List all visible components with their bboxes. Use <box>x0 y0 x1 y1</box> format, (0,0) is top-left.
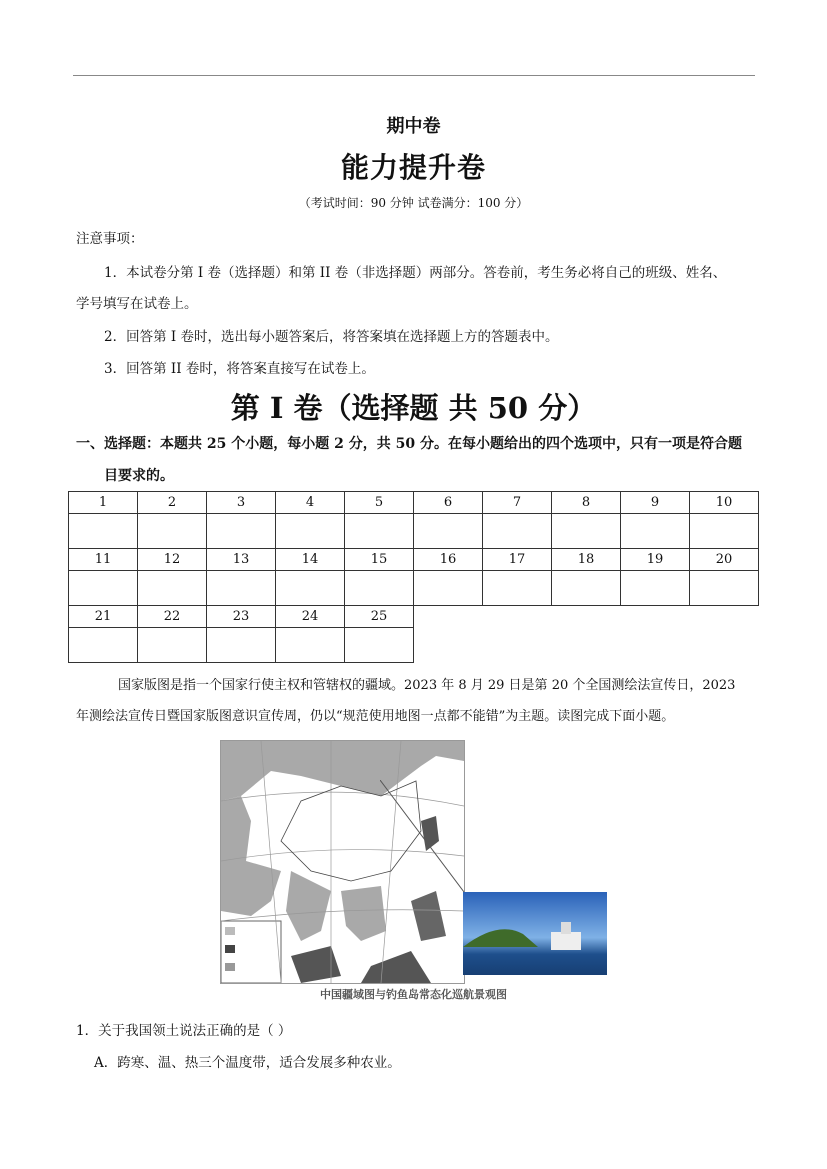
passage-line-2: 年测绘法宣传日暨国家版图意识宣传周，仍以“规范使用地图一点都不能错”为主题。读图完成下面小题。 <box>76 709 675 724</box>
table-header-cell: 11 <box>69 549 138 571</box>
table-header-cell: 23 <box>207 606 276 628</box>
answer-cell[interactable] <box>345 628 414 663</box>
answer-cell[interactable] <box>690 571 759 606</box>
answer-cell[interactable] <box>138 571 207 606</box>
table-header-cell: 8 <box>552 492 621 514</box>
answer-cell[interactable] <box>552 514 621 549</box>
table-header-cell: 20 <box>690 549 759 571</box>
table-header-cell: 2 <box>138 492 207 514</box>
notes-heading: 注意事项： <box>76 231 144 247</box>
table-header-cell: 14 <box>276 549 345 571</box>
exam-info: （考试时间：90 分钟 试卷满分：100 分） <box>298 196 529 210</box>
figure-caption: 中国疆域图与钓鱼岛常态化巡航景观图 <box>320 988 507 1001</box>
answer-cell[interactable] <box>276 571 345 606</box>
table-header-cell: 12 <box>138 549 207 571</box>
table-header-cell: 18 <box>552 549 621 571</box>
note-1-cont: 学号填写在试卷上。 <box>76 296 198 312</box>
diaoyu-island-patrol-photo <box>463 892 607 975</box>
question-1-stem: 1．关于我国领土说法正确的是（ ） <box>76 1023 292 1039</box>
table-header-cell: 13 <box>207 549 276 571</box>
exam-title: 能力提升卷 <box>340 151 486 184</box>
table-empty-area <box>414 606 759 663</box>
answer-cell[interactable] <box>276 628 345 663</box>
table-header-cell: 24 <box>276 606 345 628</box>
table-header-cell: 7 <box>483 492 552 514</box>
answer-cell[interactable] <box>414 514 483 549</box>
table-header-cell: 25 <box>345 606 414 628</box>
note-1: 1．本试卷分第 I 卷（选择题）和第 II 卷（非选择题）两部分。答卷前，考生务必将自己的班级、姓名、 <box>104 265 727 281</box>
passage-line-1: 国家版图是指一个国家行使主权和管辖权的疆域。2023 年 8 月 29 日是第 20 个全国测绘法宣传日，2023 <box>118 678 736 693</box>
answer-cell[interactable] <box>207 571 276 606</box>
answer-cell[interactable] <box>138 514 207 549</box>
table-header-cell: 1 <box>69 492 138 514</box>
table-header-cell: 9 <box>621 492 690 514</box>
answer-cell[interactable] <box>414 571 483 606</box>
answer-cell[interactable] <box>69 628 138 663</box>
table-header-cell: 6 <box>414 492 483 514</box>
callout-line <box>380 780 470 895</box>
table-header-cell: 17 <box>483 549 552 571</box>
answer-table <box>68 491 759 663</box>
table-header-cell: 19 <box>621 549 690 571</box>
answer-cell[interactable] <box>690 514 759 549</box>
table-header-cell: 3 <box>207 492 276 514</box>
answer-cell[interactable] <box>138 628 207 663</box>
table-header-cell: 10 <box>690 492 759 514</box>
answer-cell[interactable] <box>69 571 138 606</box>
header-rule <box>73 75 755 76</box>
answer-cell[interactable] <box>621 571 690 606</box>
table-header-cell: 4 <box>276 492 345 514</box>
answer-cell[interactable] <box>483 514 552 549</box>
exam-subtitle: 期中卷 <box>386 116 441 137</box>
table-header-cell: 22 <box>138 606 207 628</box>
table-header-cell: 15 <box>345 549 414 571</box>
section-title: 第 I 卷（选择题 共 50 分） <box>230 391 597 425</box>
table-header-cell: 16 <box>414 549 483 571</box>
answer-cell[interactable] <box>276 514 345 549</box>
answer-cell[interactable] <box>69 514 138 549</box>
answer-cell[interactable] <box>207 628 276 663</box>
table-header-cell: 21 <box>69 606 138 628</box>
section-intro: 一、选择题：本题共 25 个小题，每小题 2 分，共 50 分。在每小题给出的四个选项中，只有一项是符合题 <box>76 436 742 452</box>
note-2: 2．回答第 I 卷时，选出每小题答案后，将答案填在选择题上方的答题表中。 <box>104 329 559 345</box>
section-intro-cont: 目要求的。 <box>104 468 174 484</box>
answer-cell[interactable] <box>345 571 414 606</box>
answer-cell[interactable] <box>207 514 276 549</box>
table-header-cell: 5 <box>345 492 414 514</box>
answer-cell[interactable] <box>345 514 414 549</box>
question-1-option-a[interactable]: A．跨寒、温、热三个温度带，适合发展多种农业。 <box>94 1055 401 1071</box>
answer-cell[interactable] <box>621 514 690 549</box>
note-3: 3．回答第 II 卷时，将答案直接写在试卷上。 <box>104 361 375 377</box>
answer-cell[interactable] <box>483 571 552 606</box>
answer-cell[interactable] <box>552 571 621 606</box>
